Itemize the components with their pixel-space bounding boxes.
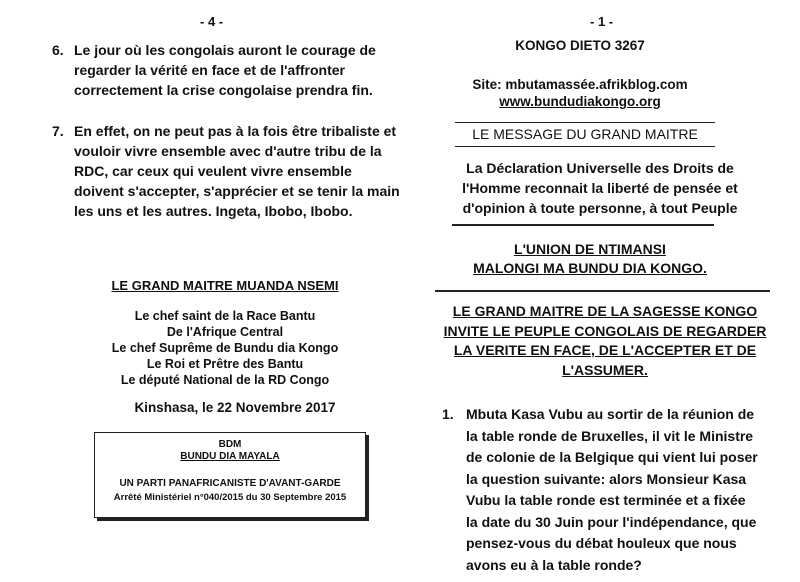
box-line-slogan: UN PARTI PANAFRICANISTE D'AVANT-GARDE xyxy=(119,478,341,489)
left-page-number: - 4 - xyxy=(200,14,224,29)
list-item xyxy=(52,40,402,100)
box-line-party-name: BUNDU DIA MAYALA xyxy=(180,451,280,462)
headline-line: L'ASSUMER. xyxy=(562,361,648,378)
declaration-line: d'opinion à toute personne, à tout Peuple xyxy=(462,200,738,216)
signature-line: De l'Afrique Central xyxy=(166,325,284,339)
item-line: la table ronde de Bruxelles, il vit le Ministre xyxy=(466,427,754,444)
site-label: Site: mbutamassée.afrikblog.com xyxy=(472,77,688,92)
item-line: Vubu la table ronde est terminée et a fixée xyxy=(466,492,746,508)
headline xyxy=(420,302,790,380)
list-item-text: En effet, on ne peut pas à la fois être tribaliste et vouloir vivre ensemble avec d'autre tribu de la RDC, car ceux qui veulent vivre ensemble doivent s'accepter, s'apprécier et se tenir la main les uns et les autres. Ingeta, Ibobo, Ibobo. xyxy=(74,123,400,219)
declaration-line: l'Homme reconnait la liberté de pensée et xyxy=(462,180,738,196)
headline-line: LE GRAND MAITRE DE LA SAGESSE KONGO xyxy=(452,303,758,319)
place-date: Kinshasa, le 22 Novembre 2017 xyxy=(134,400,336,415)
list-item-text: Le jour où les congolais auront le courage de regarder la vérité en face et de l'affronter correctement la crise congolaise prendra fin. xyxy=(74,42,376,98)
item-line: la question suivante: alors Monsieur Kasa xyxy=(466,470,747,487)
signature-title: LE GRAND MAITRE MUANDA NSEMI xyxy=(111,278,339,293)
signature-line: Le chef saint de la Race Bantu xyxy=(134,309,316,323)
list-item-number: 7. xyxy=(52,123,64,139)
signature-line: Le chef Suprême de Bundu dia Kongo xyxy=(111,341,339,355)
list-item-number: 1. xyxy=(442,406,454,422)
union-line: L'UNION DE NTIMANSI xyxy=(514,241,666,257)
party-stamp-box xyxy=(94,432,366,518)
declaration-line: La Déclaration Universelle des Droits de xyxy=(466,160,734,176)
declaration xyxy=(430,158,770,218)
item-line: de colonie de la Belgique qui vient lui poser xyxy=(466,449,758,465)
message-header: LE MESSAGE DU GRAND MAITRE xyxy=(455,122,715,147)
newsletter-title: KONGO DIETO 3267 xyxy=(515,38,645,53)
signature-block xyxy=(80,308,370,388)
item-line: pensez-vous du débat houleux que nous xyxy=(466,535,737,551)
union-heading xyxy=(440,240,740,278)
site-url[interactable]: www.bundudiakongo.org xyxy=(499,94,661,109)
right-page-number: - 1 - xyxy=(590,14,614,29)
headline-line: LA VERITE EN FACE, DE L'ACCEPTER ET DE xyxy=(453,342,757,358)
item-line: la date du 30 Juin pour l'indépendance, que xyxy=(466,513,757,530)
headline-line: INVITE LE PEUPLE CONGOLAIS DE REGARDER xyxy=(443,322,767,339)
list-item xyxy=(442,404,792,576)
divider xyxy=(435,290,770,292)
signature-line: Le député National de la RD Congo xyxy=(120,373,330,387)
item-line: Mbuta Kasa Vubu au sortir de la réunion de xyxy=(466,406,755,422)
divider xyxy=(452,224,714,226)
list-item-number: 6. xyxy=(52,42,64,58)
signature-line: Le Roi et Prêtre des Bantu xyxy=(146,357,304,371)
list-item-text xyxy=(466,404,792,576)
box-line-decree: Arrêté Ministériel n°040/2015 du 30 Septembre 2015 xyxy=(113,492,347,503)
list-item xyxy=(52,121,402,221)
item-line: avons eu à la table ronde? xyxy=(466,556,642,573)
box-line-acronym: BDM xyxy=(218,439,242,450)
union-line: MALONGI MA BUNDU DIA KONGO. xyxy=(473,260,707,276)
